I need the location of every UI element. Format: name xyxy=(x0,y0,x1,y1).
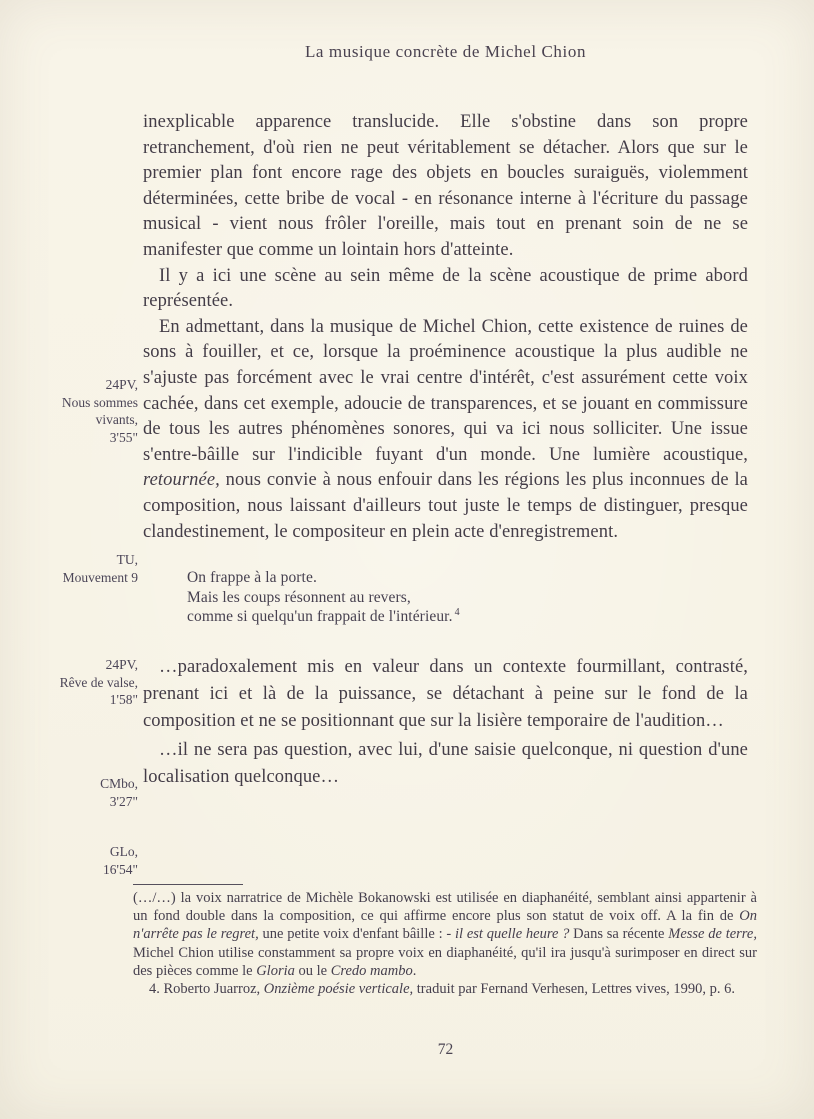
footnote-continuation: (…/…) la voix narratrice de Michèle Bokanowski est utilisée en diaphanéité, semblant ainsi appartenir à un fond double dans la composition, ce qui affirme encore plus son statut de voix off. A la fin de On n'arrête pas le regret, une petite voix d'enfant bâille : - il est quelle heure ? Dans sa récente Messe de terre, Michel Chion utilise constamment sa propre voix en diaphanéité, qu'il ira jusqu'à surimposer en direct sur des pièces comme le Gloria ou le Credo mambo. xyxy=(133,890,757,979)
poem-quote-line-3: comme si quelqu'un frappait de l'intérieur. $^4$ xyxy=(187,607,460,626)
poem-quote xyxy=(187,568,748,627)
running-head-title: La musique concrète de Michel Chion xyxy=(304,42,587,61)
margin-note-glo: GLo, 16'54" xyxy=(103,844,138,877)
paragraph-5: …il ne sera pas question, avec lui, d'une saisie quelconque, ni question d'une localisation quelconque… xyxy=(143,739,748,787)
page-number: 72 xyxy=(437,1041,454,1058)
margin-note-tu-mouvement-9: TU, Mouvement 9 xyxy=(62,552,138,585)
footnote-block xyxy=(133,884,757,998)
main-text-column xyxy=(143,110,748,791)
poem-quote-line-2: Mais les coups résonnent au revers, xyxy=(187,588,411,606)
paragraph-4: …paradoxalement mis en valeur dans un contexte fourmillant, contrasté, prenant ici et là de la puissance, se détachant à peine sur le fond de la composition et ne se positionnant que sur la lisière temporaire de l'audition… xyxy=(143,656,748,731)
poem-quote-line-1: On frappe à la porte. xyxy=(187,569,317,587)
footnote-4: 4. Roberto Juarroz, Onzième poésie verticale, traduit par Fernand Verhesen, Lettres vives, 1990, p. 6. xyxy=(149,981,736,998)
footnote-rule xyxy=(133,884,243,885)
paragraph-1: inexplicable apparence translucide. Elle s'obstine dans son propre retranchement, d'où rien ne peut véritablement se détacher. Alors que sur le premier plan font encore rage des objets en boucles suraiguës, violemment déterminées, cette bribe de vocal - en résonance interne à l'écriture du passage musical - vient nous frôler l'oreille, mais tout en prenant soin de ne se manifester que comme un lointain hors d'atteinte. xyxy=(143,112,748,260)
paragraph-2: Il y a ici une scène au sein même de la scène acoustique de prime abord représentée. xyxy=(143,265,748,312)
margin-note-cmbo: CMbo, 3'27" xyxy=(100,776,138,809)
paragraph-3: En admettant, dans la musique de Michel Chion, cette existence de ruines de sons à fouiller, et ce, lorsque la proéminence acoustique la plus audible ne s'ajuste pas forcément avec le vrai centre d'intérêt, c'est assurément cette voix cachée, dans cet exemple, adoucie de transparences, et se jouant en commissure de tous les autres phénomènes sonores, qui va ici nous solliciter. Une issue s'entre-bâille sur l'indicible fuyant d'un monde. Une lumière acoustique, retournée, nous convie à nous enfouir dans les régions les plus inconnues de la composition, nous laissant d'ailleurs tout juste le temps de distinguer, presque clandestinement, le compositeur en plein acte d'enregistrement. xyxy=(143,316,748,542)
margin-note-24pv-reve-de-valse: 24PV, Rêve de valse, 1'58" xyxy=(59,657,138,708)
margin-note-24pv-nous-sommes-vivants: 24PV, Nous sommes vivants, 3'55" xyxy=(61,377,138,445)
